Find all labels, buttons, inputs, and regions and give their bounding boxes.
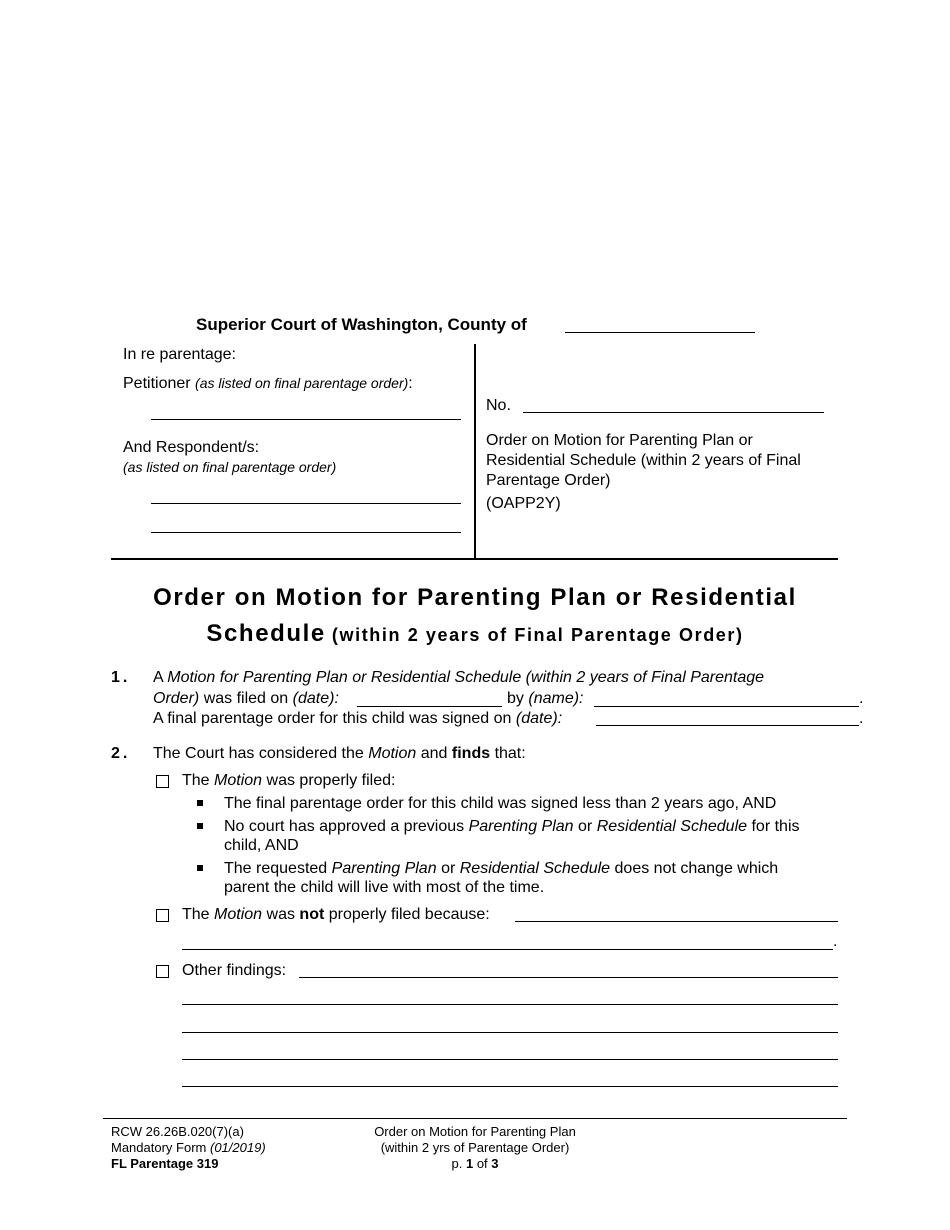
petitioner-field[interactable] <box>151 419 461 420</box>
other-findings-line-2[interactable] <box>182 1004 838 1005</box>
footer-rule <box>103 1118 847 1119</box>
other-findings-line-5[interactable] <box>182 1086 838 1087</box>
not-properly-filed-label: The Motion was not properly filed because: <box>182 906 490 923</box>
finding-bullet-2-cont: child, AND <box>224 837 299 854</box>
finding-bullet-3: The requested Parenting Plan or Residential Schedule does not change which <box>224 860 779 877</box>
case-no-label: No. <box>486 397 511 414</box>
doc-title-block: Order on Motion for Parenting Plan or Residential Schedule (within 2 years of Final Parentage Order) <box>486 432 801 489</box>
bullet-icon <box>197 865 203 871</box>
finding-bullet-2: No court has approved a previous Parenting Plan or Residential Schedule for this <box>224 818 800 835</box>
respondent-label: And Respondent/s: <box>123 439 260 456</box>
section-1-period-1: . <box>859 690 864 707</box>
main-title-line1: Order on Motion for Parenting Plan or Residential <box>153 584 797 611</box>
finding-bullet-1: The final parentage order for this child was signed less than 2 years ago, AND <box>224 795 777 812</box>
respondent-field-2[interactable] <box>151 532 461 533</box>
bullet-icon <box>197 800 203 806</box>
footer-left: RCW 26.26B.020(7)(a) Mandatory Form (01/2019) FL Parentage 319 <box>111 1124 266 1171</box>
other-findings-label: Other findings: <box>182 962 287 979</box>
bullet-icon <box>197 823 203 829</box>
other-findings-field[interactable] <box>299 977 838 978</box>
footer-center: Order on Motion for Parenting Plan (within 2 yrs of Parentage Order) p. 1 of 3 <box>350 1124 600 1172</box>
in-re-label: In re parentage: <box>123 346 236 363</box>
motion-filed-by-field[interactable] <box>594 706 859 707</box>
section-2-period: . <box>833 933 838 950</box>
section-1-number: 1. <box>111 669 131 686</box>
caption-divider <box>474 344 476 559</box>
county-field[interactable] <box>565 332 755 333</box>
page-indicator: p. 1 of 3 <box>451 1156 499 1171</box>
case-number-field[interactable] <box>523 412 824 413</box>
other-findings-line-3[interactable] <box>182 1032 838 1033</box>
court-header: Superior Court of Washington, County of <box>196 315 527 334</box>
other-findings-line-4[interactable] <box>182 1059 838 1060</box>
section-1-line1: A Motion for Parenting Plan or Residential Schedule (within 2 years of Final Parentage <box>153 669 765 686</box>
respondent-field-1[interactable] <box>151 503 461 504</box>
petitioner-label: Petitioner (as listed on final parentage order): <box>123 375 413 392</box>
section-2-intro: The Court has considered the Motion and finds that: <box>153 745 526 762</box>
other-findings-checkbox[interactable] <box>156 965 169 978</box>
motion-filed-date-field[interactable] <box>357 706 502 707</box>
section-1-period-2: . <box>859 710 864 727</box>
main-title-line2: Schedule (within 2 years of Final Parentage Order) <box>206 620 744 647</box>
properly-filed-label: The Motion was properly filed: <box>182 772 396 789</box>
section-1-by: by (name): <box>507 690 584 707</box>
section-2-number: 2. <box>111 745 131 762</box>
not-filed-reason-field[interactable] <box>515 921 838 922</box>
caption-bottom-rule <box>111 558 838 560</box>
order-signed-date-field[interactable] <box>596 725 859 726</box>
properly-filed-checkbox[interactable] <box>156 775 169 788</box>
respondent-note: (as listed on final parentage order) <box>123 459 337 475</box>
doc-code: (OAPP2Y) <box>486 495 561 512</box>
not-filed-reason-field-2[interactable] <box>182 949 833 950</box>
not-properly-filed-checkbox[interactable] <box>156 909 169 922</box>
section-1-line2: Order) was filed on (date): <box>153 690 339 707</box>
finding-bullet-3-cont: parent the child will live with most of the time. <box>224 879 545 896</box>
section-1-line3: A final parentage order for this child was signed on (date): <box>153 710 563 727</box>
